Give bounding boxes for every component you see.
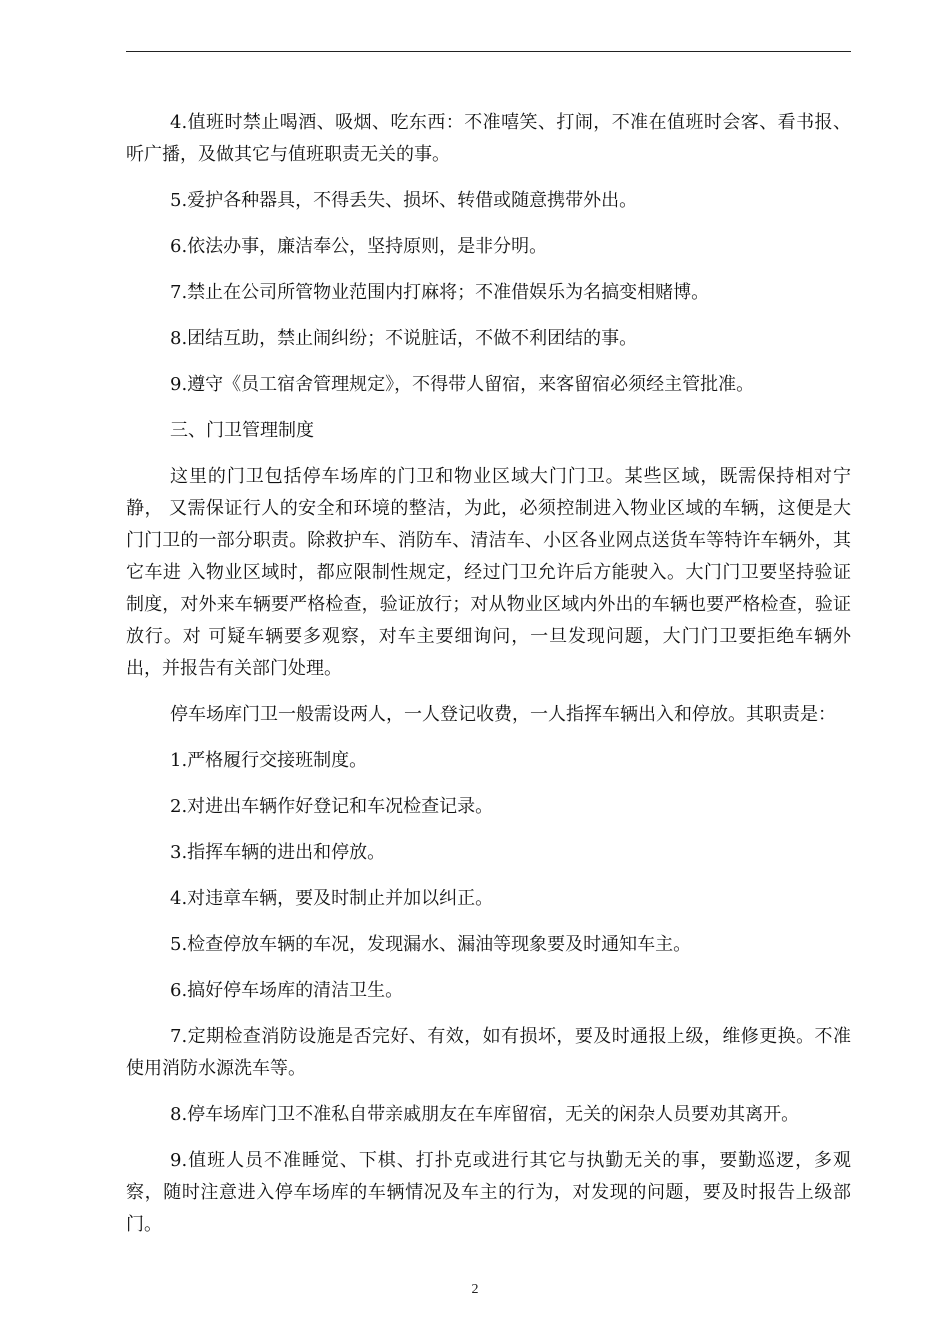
paragraph: 8.停车场库门卫不准私自带亲戚朋友在车库留宿，无关的闲杂人员要劝其离开。: [170, 1104, 800, 1125]
paragraph: 3.指挥车辆的进出和停放。: [170, 842, 386, 863]
paragraph: 5.爱护各种器具，不得丢失、损坏、转借或随意携带外出。: [170, 190, 638, 211]
section-heading: 三、门卫管理制度: [170, 420, 314, 441]
paragraph: 6.依法办事，廉洁奉公，坚持原则，是非分明。: [170, 236, 548, 257]
paragraph: 6.搞好停车场库的清洁卫生。: [170, 980, 404, 1001]
paragraph: 4.对违章车辆，要及时制止并加以纠正。: [170, 888, 494, 909]
paragraph: 这里的门卫包括停车场库的门卫和物业区域大门门卫。某些区域，既需保持相对宁静， 又需保证行人的安全和环境的整洁，为此，必须控制进入物业区域的车辆，这便是大门门卫的一部分职责。除救护车、消防车、清洁车、小区各业网点送货车等特许车辆外，其它车进 入物业区域时，都应限制性规定，经过门卫允许后方能驶入。大门门卫要坚持验证制度，对外来车辆要严格检查，验证放行；对从物业区域内外出的车辆也要严格检查，验证放行。对 可疑车辆要多观察，对车主要细询问，一旦发现问题，大门门卫要拒绝车辆外出，并报告有关部门处理。: [126, 466, 851, 679]
paragraph: 8.团结互助，禁止闹纠纷；不说脏话，不做不利团结的事。: [170, 328, 638, 349]
paragraph: 7.禁止在公司所管物业范围内打麻将；不准借娱乐为名搞变相赌博。: [170, 282, 710, 303]
paragraph: 2.对进出车辆作好登记和车况检查记录。: [170, 796, 494, 817]
paragraph: 停车场库门卫一般需设两人，一人登记收费，一人指挥车辆出入和停放。其职责是：: [170, 704, 836, 725]
paragraph: 9.值班人员不准睡觉、下棋、打扑克或进行其它与执勤无关的事，要勤巡逻，多观察，随时注意进入停车场库的车辆情况及车主的行为，对发现的问题，要及时报告上级部门。: [126, 1150, 851, 1235]
paragraph: 5.检查停放车辆的车况，发现漏水、漏油等现象要及时通知车主。: [170, 934, 692, 955]
paragraph: 4.值班时禁止喝酒、吸烟、吃东西：不准嘻笑、打闹，不准在值班时会客、看书报、听广播，及做其它与值班职责无关的事。: [126, 112, 851, 165]
paragraph: 7.定期检查消防设施是否完好、有效，如有损坏，要及时通报上级，维修更换。不准使用消防水源洗车等。: [126, 1026, 851, 1079]
page-number: 2: [471, 1282, 479, 1297]
paragraph: 1.严格履行交接班制度。: [170, 750, 368, 771]
header-rule: [126, 51, 851, 52]
document-body: [126, 107, 851, 1255]
paragraph: 9.遵守《员工宿舍管理规定》，不得带人留宿，来客留宿必须经主管批准。: [170, 374, 755, 395]
